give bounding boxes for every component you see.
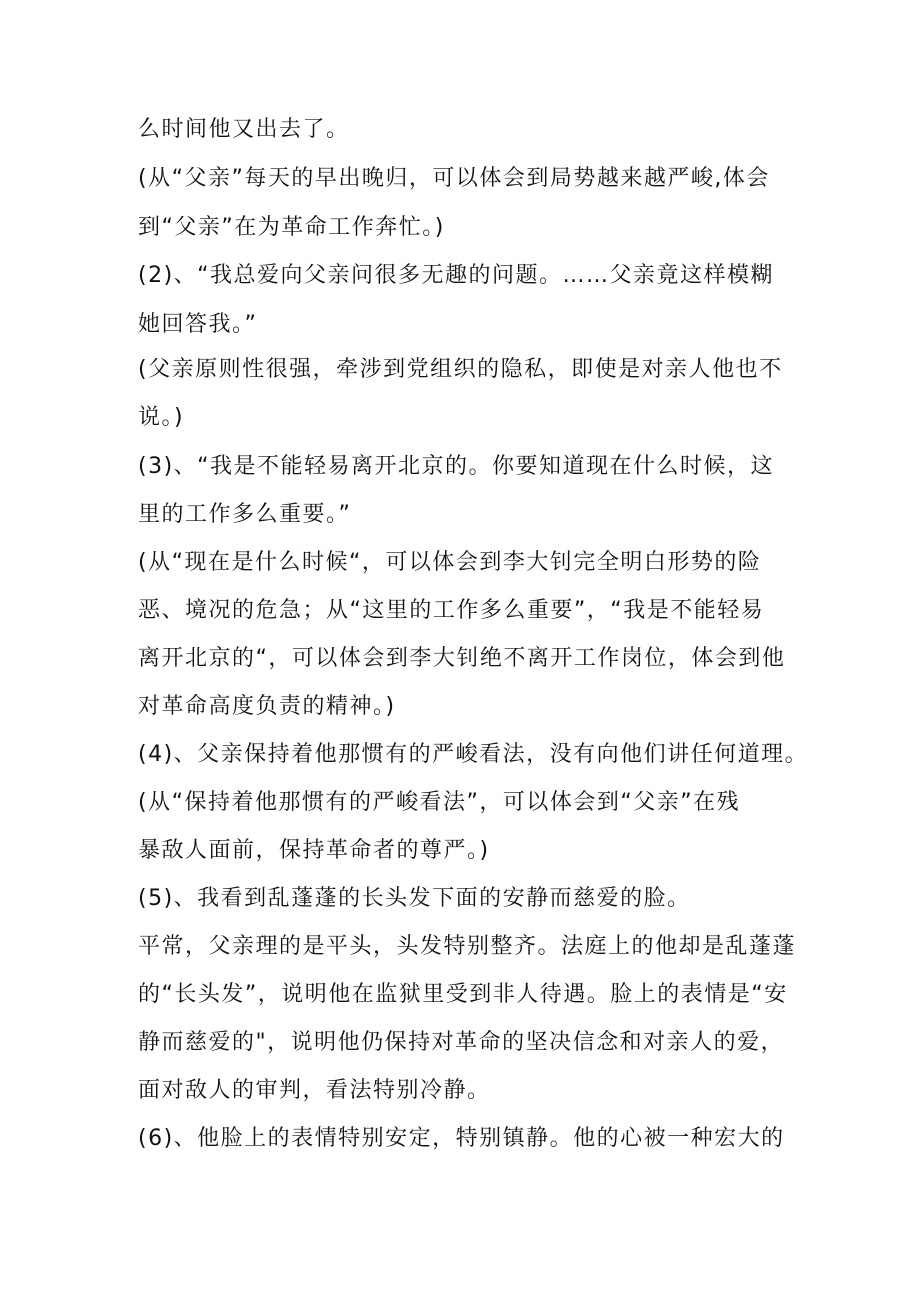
text-line: 到“父亲”在为革命工作奔忙。) — [138, 215, 445, 240]
text-line: 平常，父亲理的是平头，头发特别整齐。法庭上的他却是乱蓬蓬 — [138, 934, 797, 959]
text-line: (从“父亲”每天的早出晚归，可以体会到局势越来越严峻,体会 — [138, 166, 770, 191]
text-line: (父亲原则性很强，牵涉到党组织的隐私，即使是对亲人他也不 — [138, 357, 783, 382]
text-line: 的“长头发”，说明他在监狱里受到非人待遇。脸上的表情是“安 — [138, 982, 788, 1007]
text-line: 面对敌人的审判，看法特别冷静。 — [138, 1078, 491, 1103]
text-line: 离开北京的“，可以体会到李大钊绝不离开工作岗位，体会到他 — [138, 646, 786, 671]
text-line: 对革命高度负责的精神。) — [138, 694, 396, 719]
text-line: 里的工作多么重要。” — [138, 502, 352, 527]
text-line: (4)、父亲保持着他那惯有的严峻看法，没有向他们讲任何道理。 — [138, 742, 809, 767]
text-line: 她回答我。” — [138, 312, 258, 337]
text-line: (2)、“我总爱向父亲问很多无趣的问题。……父亲竟这样模糊 — [138, 263, 775, 288]
text-line: (6)、他脸上的表情特别安定，特别镇静。他的心被一种宏大的 — [138, 1126, 785, 1151]
text-line: 静而慈爱的"，说明他仍保持对革命的坚决信念和对亲人的爱， — [138, 1030, 785, 1055]
text-line: (从“保持着他那惯有的严峻看法”，可以体会到“父亲”在残 — [138, 790, 741, 815]
text-line: 么时间他又出去了。 — [138, 117, 350, 142]
text-line: 说。) — [138, 405, 185, 430]
text-line: 暴敌人面前，保持革命者的尊严。) — [138, 838, 490, 863]
text-line: (从“现在是什么时候“，可以体会到李大钊完全明白形势的险 — [138, 550, 762, 575]
text-line: 恶、境况的危急；从“这里的工作多么重要”，“我是不能轻易 — [138, 598, 765, 623]
text-line: (3)、“我是不能轻易离开北京的。你要知道现在什么时候，这 — [138, 454, 775, 479]
text-line: (5)、我看到乱蓬蓬的长头发下面的安静而慈爱的脸。 — [138, 886, 691, 911]
